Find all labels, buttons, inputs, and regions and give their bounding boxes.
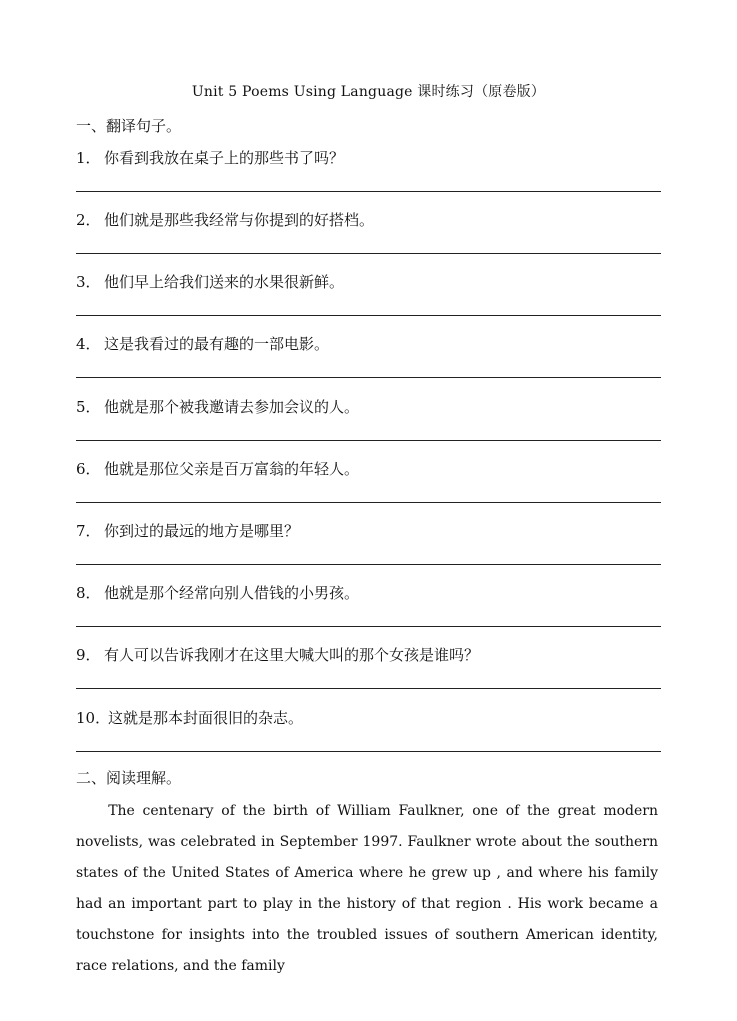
question-text bbox=[76, 520, 299, 541]
question-prompt: 你到过的最远的地方是哪里？ bbox=[104, 522, 300, 540]
answer-line bbox=[76, 751, 661, 752]
question-item bbox=[76, 458, 661, 520]
question-item bbox=[76, 271, 661, 333]
question-number: 5． bbox=[76, 398, 101, 416]
question-number: 8． bbox=[76, 584, 101, 602]
question-text bbox=[76, 396, 359, 417]
answer-line bbox=[76, 253, 661, 254]
question-number: 4． bbox=[76, 335, 101, 353]
question-number: 1． bbox=[76, 149, 101, 167]
answer-line bbox=[76, 564, 661, 565]
question-number: 10． bbox=[76, 709, 111, 727]
question-number: 3． bbox=[76, 273, 101, 291]
question-text bbox=[76, 147, 344, 168]
question-number: 9． bbox=[76, 646, 101, 664]
passage-paragraph: The centenary of the birth of William Faulkner, one of the great modern novelists, was celebrated in September 1997. Faulkner wrote about the southern states of the United States of America where he grew up , and where his family had an important part to play in the history of that region . His work became a touchstone for insights into the troubled issues of southern American identity, race relations, and the family bbox=[76, 803, 658, 974]
answer-line bbox=[76, 626, 661, 627]
question-number: 6． bbox=[76, 460, 101, 478]
question-text bbox=[76, 582, 359, 603]
question-item bbox=[76, 520, 661, 582]
question-item bbox=[76, 209, 661, 271]
section-heading-translation: 一、翻译句子。 bbox=[76, 117, 182, 135]
question-item bbox=[76, 333, 661, 395]
question-item bbox=[76, 147, 661, 209]
question-text bbox=[76, 333, 329, 354]
question-item bbox=[76, 644, 661, 706]
question-text bbox=[76, 707, 303, 728]
question-prompt: 他就是那位父亲是百万富翁的年轻人。 bbox=[104, 460, 360, 478]
question-number: 7． bbox=[76, 522, 101, 540]
answer-line bbox=[76, 377, 661, 378]
reading-passage bbox=[76, 796, 658, 982]
question-number: 2． bbox=[76, 211, 101, 229]
question-text bbox=[76, 271, 344, 292]
question-prompt: 他就是那个被我邀请去参加会议的人。 bbox=[104, 398, 360, 416]
question-item bbox=[76, 707, 661, 769]
question-prompt: 他们早上给我们送来的水果很新鲜。 bbox=[104, 273, 345, 291]
question-item bbox=[76, 582, 661, 644]
question-prompt: 这是我看过的最有趣的一部电影。 bbox=[104, 335, 330, 353]
question-text bbox=[76, 644, 479, 665]
question-prompt: 这就是那本封面很旧的杂志。 bbox=[108, 709, 304, 727]
question-prompt: 你看到我放在桌子上的那些书了吗？ bbox=[104, 149, 345, 167]
section-heading-reading: 二、阅读理解。 bbox=[76, 769, 182, 787]
question-prompt: 他们就是那些我经常与你提到的好搭档。 bbox=[104, 211, 375, 229]
question-prompt: 他就是那个经常向别人借钱的小男孩。 bbox=[104, 584, 360, 602]
question-text bbox=[76, 209, 374, 230]
answer-line bbox=[76, 688, 661, 689]
document-title: Unit 5 Poems Using Language 课时练习（原卷版） bbox=[191, 84, 546, 100]
answer-line bbox=[76, 191, 661, 192]
question-text bbox=[76, 458, 359, 479]
answer-line bbox=[76, 315, 661, 316]
answer-line bbox=[76, 502, 661, 503]
question-item bbox=[76, 396, 661, 458]
answer-line bbox=[76, 440, 661, 441]
question-prompt: 有人可以告诉我刚才在这里大喊大叫的那个女孩是谁吗？ bbox=[104, 646, 480, 664]
